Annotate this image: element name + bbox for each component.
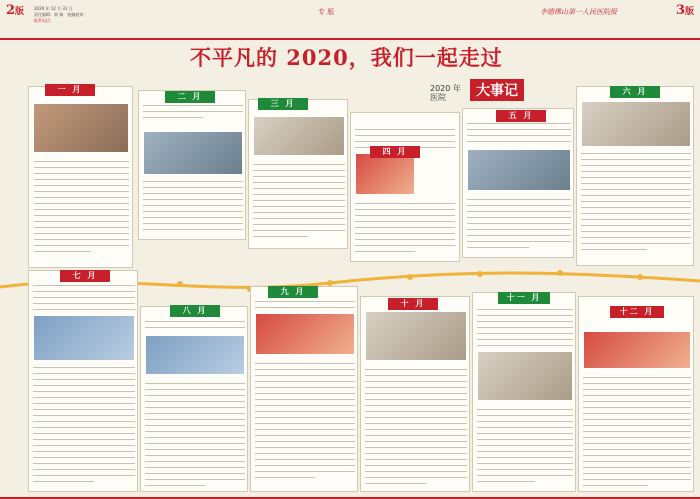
- hospital-label: 医院: [430, 93, 446, 102]
- month-label-august: 八 月: [170, 305, 220, 317]
- november-text-top: [477, 309, 573, 351]
- may-text-top: [467, 123, 571, 147]
- month-label-april: 四 月: [370, 146, 420, 158]
- september-text: [255, 363, 355, 483]
- august-photo: [145, 335, 245, 375]
- issue-date: 2020 年 12 月 31 日: [34, 6, 73, 11]
- contact-phone: 联系电话：: [34, 18, 54, 23]
- month-label-october: 十 月: [388, 298, 438, 310]
- september-photo: [255, 313, 355, 355]
- month-label-january: 一 月: [45, 84, 95, 96]
- april-box: [350, 112, 460, 262]
- month-label-february: 二 月: [165, 91, 215, 103]
- november-text: [477, 409, 573, 487]
- july-box: [28, 270, 138, 492]
- march-box: [248, 99, 348, 249]
- month-label-september: 九 月: [268, 286, 318, 298]
- july-photo: [33, 315, 135, 361]
- header-meta: [34, 6, 87, 24]
- may-box: [462, 108, 574, 258]
- june-photo: [581, 101, 691, 147]
- july-text: [33, 367, 135, 487]
- february-text-top: [143, 105, 243, 123]
- year-label: 2020 年: [430, 84, 461, 93]
- april-text: [355, 203, 455, 257]
- august-text-top: [145, 321, 245, 333]
- december-photo: [583, 331, 691, 369]
- february-box: [138, 90, 246, 240]
- april-photo: [355, 153, 415, 195]
- october-text: [365, 369, 467, 489]
- month-label-may: 五 月: [496, 110, 546, 122]
- right-page-number: 3版: [675, 3, 694, 18]
- may-text: [467, 199, 571, 253]
- month-label-july: 七 月: [60, 270, 110, 282]
- month-label-june: 六 月: [610, 86, 660, 98]
- march-text: [253, 164, 345, 242]
- editor-line: 责任编辑：黄 瑞 校编校审：: [34, 12, 88, 17]
- november-box: [472, 292, 576, 492]
- february-photo: [143, 131, 243, 175]
- events-stamp: 大事记: [470, 79, 524, 101]
- september-text-top: [255, 301, 355, 313]
- august-box: [140, 306, 248, 492]
- page-header: [0, 0, 700, 40]
- january-photo: [33, 103, 129, 153]
- section-label: 专 版: [318, 8, 335, 16]
- february-text: [143, 181, 243, 235]
- may-photo: [467, 149, 571, 191]
- october-box: [360, 296, 470, 492]
- left-page-number: 2版: [6, 3, 25, 18]
- page-title: 不平凡的 2020，我们一起走过: [190, 45, 503, 70]
- month-label-march: 三 月: [258, 98, 308, 110]
- march-photo: [253, 116, 345, 156]
- december-box: [578, 296, 694, 492]
- june-box: [576, 86, 694, 266]
- month-label-november: 十一 月: [498, 292, 550, 304]
- newspaper-name: 李德佛山第一人民医院报: [540, 8, 617, 16]
- november-photo: [477, 351, 573, 401]
- august-text: [145, 383, 245, 491]
- june-text: [581, 153, 691, 255]
- september-box: [250, 286, 358, 492]
- month-label-december: 十二 月: [610, 306, 664, 318]
- july-text-top: [33, 285, 135, 315]
- december-text: [583, 377, 691, 491]
- october-photo: [365, 311, 467, 361]
- january-box: [28, 86, 133, 268]
- january-text: [34, 161, 129, 257]
